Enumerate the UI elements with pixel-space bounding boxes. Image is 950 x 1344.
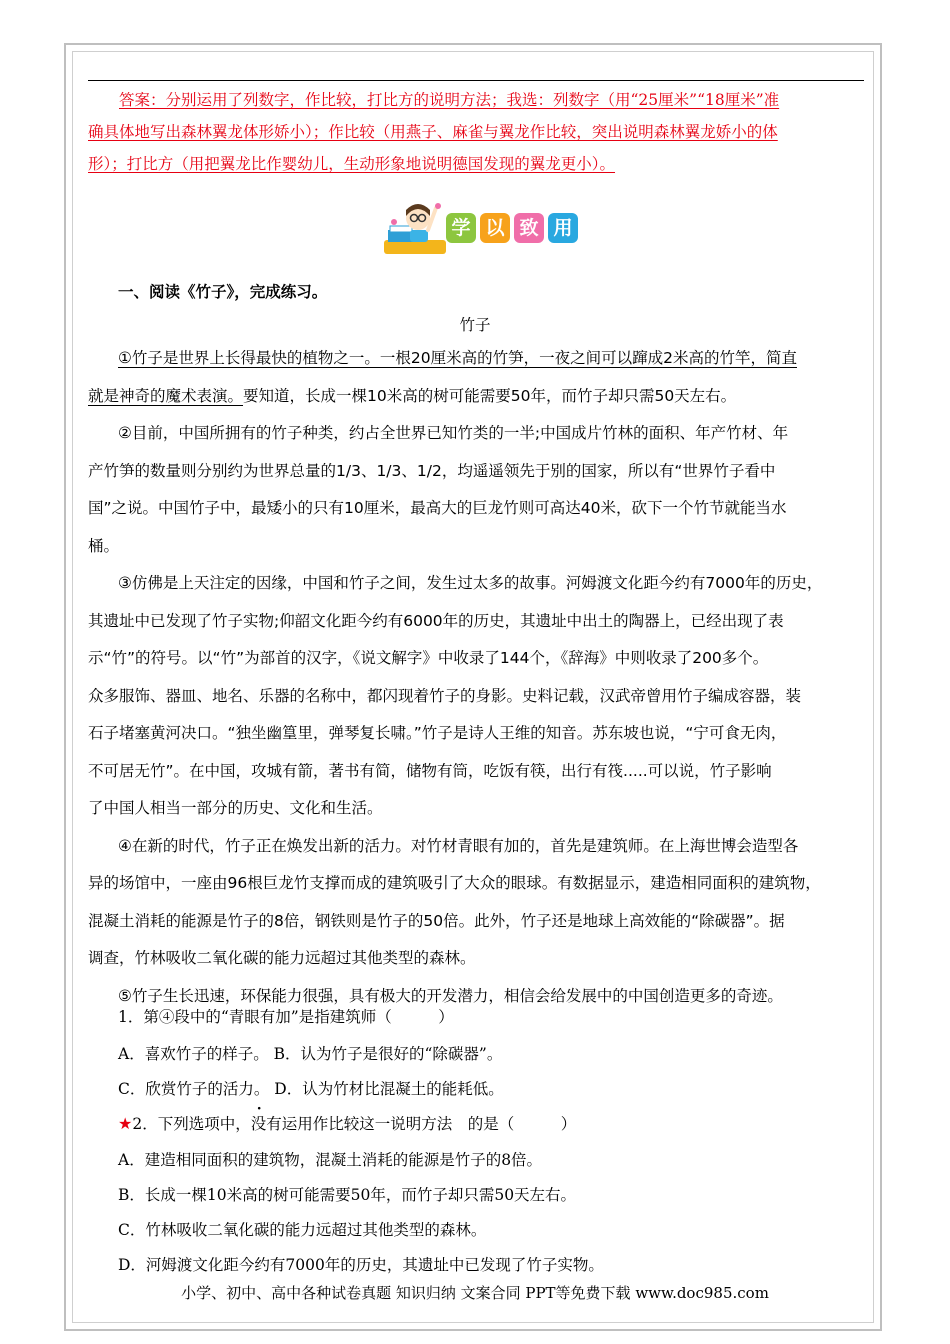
article-title: 竹子 (459, 316, 491, 334)
paragraph-2-line-2: 产竹笋的数量则分别约为世界总量的1/3、1/3、1/2，均遥遥领先于别的国家，所以有“世界竹子看中 (88, 461, 776, 480)
student-reading-icon (380, 200, 448, 260)
paragraph-1-line-2-underlined: 就是神奇的魔术表演。 (88, 386, 244, 405)
paragraph-3-line-5: 石子堵塞黄河决口。“独坐幽篁里，弹琴复长啸。”竹子是诗人王维的知音。苏东坡也说，“宁可食无肉， (88, 724, 787, 742)
paragraph-3-line-1: ③仿佛是上天注定的因缘，中国和竹子之间，发生过太多的故事。河姆渡文化距今约有7000年的历史， (118, 574, 823, 592)
question-2-option-c: C．竹林吸收二氧化碳的能力远超过其他类型的森林。 (118, 1221, 487, 1239)
paragraph-3-line-2: 其遗址中已发现了竹子实物;仰韶文化距今约有6000年的历史，其遗址中出土的陶器上，已经出现了表 (88, 611, 784, 630)
question-1-options-cd: C．欣赏竹子的活力。 D．认为竹材比混凝土的能耗低。 (118, 1080, 504, 1098)
answer-line-2: 确具体地写出森林翼龙体形娇小）；作比较（用燕子、麻雀与翼龙作比较，突出说明森林翼龙娇小的体 (88, 123, 778, 141)
paragraph-2-line-1: ②目前，中国所拥有的竹子种类，约占全世界已知竹类的一半;中国成片竹林的面积、年产竹材、年 (118, 424, 789, 442)
paragraph-2-line-3: 国”之说。中国竹子中，最矮小的只有10厘米，最高大的巨龙竹则可高达40米，砍下一个竹节就能当水 (88, 499, 787, 517)
question-2-stem (118, 1112, 576, 1134)
paragraph-3-line-3: 示“竹”的符号。以“竹”为部首的汉字，《说文解字》中收录了144个，《辞海》中则收录了200多个。 (88, 649, 769, 667)
paragraph-4-line-4: 调查，竹林吸收二氧化碳的能力远超过其他类型的森林。 (88, 949, 476, 967)
paragraph-1-line-2-rest: 要知道，长成一棵10米高的树可能需要50年，而竹子却只需50天左右。 (243, 386, 737, 405)
banner-tile-yi: 以 (480, 213, 510, 243)
paragraph-3-line-4: 众多服饰、器皿、地名、乐器的名称中，都闪现着竹子的身影。史料记载，汉武帝曾用竹子编成容器，装 (88, 686, 802, 705)
paragraph-3-line-6: 不可居无竹”。在中国，攻城有箭，著书有简，储物有筒，吃饭有筷，出行有筏.....可以说，竹子影响 (88, 761, 772, 780)
paragraph-5: ⑤竹子生长迅速，环保能力很强，具有极大的开发潜力，相信会给发展中的中国创造更多的奇迹。 (118, 986, 783, 1005)
article-body (88, 340, 878, 1015)
paragraph-4-line-3: 混凝土消耗的能源是竹子的8倍，钢铁则是竹子的50倍。此外，竹子还是地球上高效能的“除碳器”。据 (88, 911, 785, 930)
paragraph-3-line-7: 了中国人相当一部分的历史、文化和生活。 (88, 799, 383, 817)
study-banner (380, 200, 600, 260)
answer-block (88, 84, 864, 180)
question-1-stem: 1．第④段中的“青眼有加”是指建筑师（ ） (118, 1008, 454, 1026)
banner-tile-xue: 学 (446, 213, 476, 243)
question-2-stem-a: 2．下列选项中， (132, 1115, 251, 1133)
banner-tile-yong: 用 (548, 213, 578, 243)
question-2-stem-b: 运用作比较这一说明方法 的是（ ） (281, 1115, 577, 1133)
answer-line-1: 答案：分别运用了列数字，作比较，打比方的说明方法；我选：列数字（用“25厘米”“18厘米”准 (119, 91, 780, 109)
question-2-emphasis: 没有 (250, 1115, 282, 1133)
section-title: 一、阅读《竹子》，完成练习。 (118, 283, 328, 301)
question-2-option-a: A．建造相同面积的建筑物，混凝土消耗的能源是竹子的8倍。 (118, 1151, 543, 1169)
question-2-option-d: D．河姆渡文化距今约有7000年的历史，其遗址中已发现了竹子实物。 (118, 1256, 604, 1274)
question-2-option-b: B．长成一棵10米高的树可能需要50年，而竹子却只需50天左右。 (118, 1186, 577, 1204)
question-1-options-ab: A．喜欢竹子的样子。 B．认为竹子是很好的“除碳器”。 (118, 1045, 503, 1063)
star-icon: ★ (118, 1114, 133, 1133)
banner-tile-zhi: 致 (514, 213, 544, 243)
answer-line-3: 形）；打比方（用把翼龙比作婴幼儿，生动形象地说明德国发现的翼龙更小）。 (88, 155, 616, 173)
paragraph-2-line-4: 桶。 (88, 536, 120, 555)
paragraph-4-line-1: ④在新的时代，竹子正在焕发出新的活力。对竹材青眼有加的，首先是建筑师。在上海世博会造型各 (118, 836, 799, 855)
footer-text: 小学、初中、高中各种试卷真题 知识归纳 文案合同 PPT等免费下载 www.doc985.com (181, 1284, 769, 1302)
top-rule (88, 80, 864, 81)
paragraph-4-line-2: 异的场馆中，一座由96根巨龙竹支撑而成的建筑吸引了大众的眼球。有数据显示，建造相同面积的建筑物， (88, 874, 821, 892)
paragraph-1-line-1: ①竹子是世界上长得最快的植物之一。一根20厘米高的竹笋，一夜之间可以蹿成2米高的竹竿，简直 (118, 349, 797, 367)
